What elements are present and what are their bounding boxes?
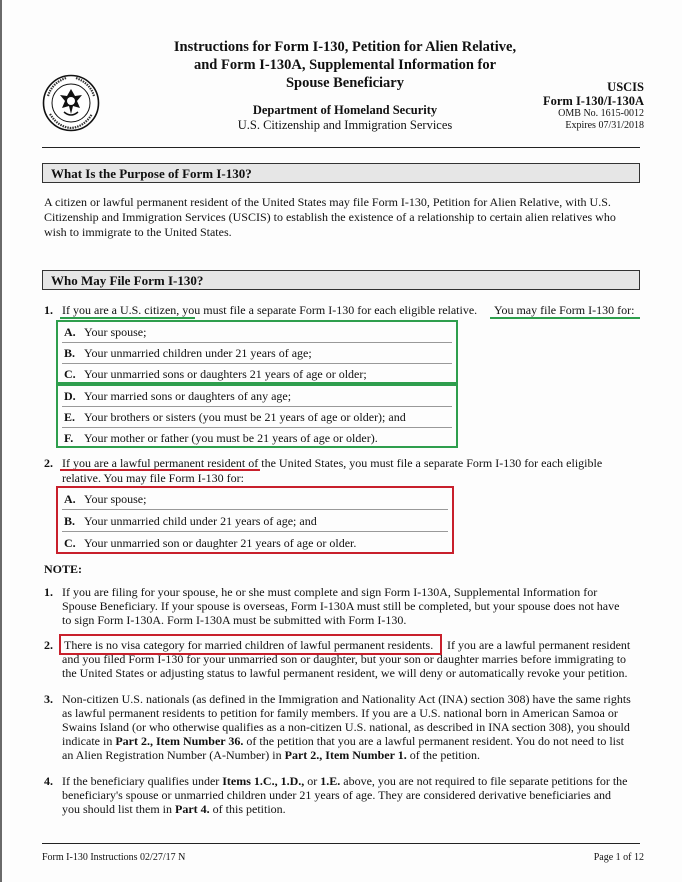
text-run: of the petition that you are a lawful permanent resident. You do not need to list bbox=[243, 734, 625, 748]
note-number: 3. bbox=[44, 692, 53, 706]
section-heading-who: Who May File Form I-130? bbox=[42, 270, 640, 290]
note-line: Non-citizen U.S. nationals (as defined in the Immigration and Nationality Act (INA) section 308) have the same rights bbox=[62, 692, 631, 706]
page-edge bbox=[0, 0, 2, 882]
department-name: Department of Homeland Security bbox=[252, 103, 438, 117]
item1-intro-a: If you are a U.S. citizen, you must file a separate Form I-130 for each eligible relative. bbox=[62, 303, 478, 317]
list-text: Your married sons or daughters of any age; bbox=[84, 389, 292, 403]
note-number: 1. bbox=[44, 585, 53, 599]
item2-line: relative. You may file Form I-130 for: bbox=[62, 471, 244, 485]
note-line: Swains Island (or who otherwise qualifies as a non-citizen U.S. national, as described in INA section 308), you should bbox=[62, 720, 630, 734]
agency-name: U.S. Citizenship and Immigration Services bbox=[237, 118, 453, 132]
expiration-date: Expires 07/31/2018 bbox=[565, 120, 644, 131]
list-letter: A. bbox=[64, 325, 76, 339]
title-line: Instructions for Form I-130, Petition for Alien Relative, bbox=[173, 39, 517, 55]
text-run: If the beneficiary qualifies under bbox=[62, 774, 223, 788]
green-annotation-box bbox=[56, 384, 458, 448]
list-letter: E. bbox=[64, 410, 76, 424]
list-letter: F. bbox=[64, 431, 74, 445]
omb-number: OMB No. 1615-0012 bbox=[558, 108, 644, 119]
list-letter: B. bbox=[64, 346, 76, 360]
note-line: to sign Form I-130A. Form I-130A must be submitted with Form I-130. bbox=[62, 613, 407, 627]
form-number: Form I-130/I-130A bbox=[542, 94, 644, 108]
title-line: Spouse Beneficiary bbox=[285, 75, 404, 91]
note-line bbox=[62, 748, 480, 763]
green-underline bbox=[490, 317, 640, 319]
note-line: If you are a lawful permanent resident bbox=[447, 638, 631, 652]
list-letter: B. bbox=[64, 514, 76, 528]
note-number: 2. bbox=[44, 638, 53, 652]
green-underline bbox=[60, 317, 195, 319]
text-run: or bbox=[304, 774, 321, 788]
document-title bbox=[130, 38, 560, 92]
page-number: Page 1 of 12 bbox=[593, 852, 644, 863]
note-line: as lawful permanent residents to petition for family members. If you are a U.S. national born in American Samoa or bbox=[62, 706, 618, 720]
note-line: the United States or adjusting status to lawful permanent resident, we will deny or automatically revoke your petition. bbox=[62, 666, 628, 680]
item-number: 1. bbox=[44, 303, 53, 317]
green-annotation-box bbox=[56, 320, 458, 384]
purpose-line: Citizenship and Immigration Services (USCIS) to establish the existence of a relationship to certain alien relatives who bbox=[44, 210, 616, 224]
list-text: Your unmarried children under 21 years of age; bbox=[84, 346, 312, 360]
list-text: Your spouse; bbox=[84, 492, 147, 506]
list-letter: C. bbox=[64, 367, 76, 381]
text-run-bold: Part 2., Item Number 36. bbox=[115, 734, 244, 748]
text-run: above, you are not required to file separate petitions for the bbox=[340, 774, 628, 788]
item2-line: If you are a lawful permanent resident of the United States, you must file a separate Form I-130 for each eligible bbox=[62, 456, 603, 470]
text-run: indicate in bbox=[62, 734, 116, 748]
list-text: Your spouse; bbox=[84, 325, 147, 339]
footer-form-info: Form I-130 Instructions 02/27/17 N bbox=[42, 852, 186, 863]
header-divider bbox=[42, 147, 640, 148]
red-annotation-box bbox=[56, 486, 454, 554]
note-number: 4. bbox=[44, 774, 53, 788]
text-run: you should list them in bbox=[62, 802, 176, 816]
note-heading: NOTE: bbox=[44, 562, 83, 576]
list-text: Your unmarried child under 21 years of age; and bbox=[84, 514, 317, 528]
list-text: Your unmarried son or daughter 21 years of age or older. bbox=[84, 536, 357, 550]
text-run-bold: Part 2., Item Number 1. bbox=[284, 748, 407, 762]
text-run-bold: 1.E. bbox=[320, 774, 341, 788]
note-line: beneficiary's spouse or unmarried children under 21 years of age. They are considered derivative beneficiaries and bbox=[62, 788, 612, 802]
item-number: 2. bbox=[44, 456, 53, 470]
note-line: If you are filing for your spouse, he or she must complete and sign Form I-130A, Supplemental Information for bbox=[62, 585, 598, 599]
purpose-line: wish to immigrate to the United States. bbox=[44, 225, 232, 239]
red-annotation-box bbox=[59, 634, 442, 655]
list-text: Your brothers or sisters (you must be 21 years of age or older); and bbox=[84, 410, 406, 424]
list-letter: D. bbox=[64, 389, 76, 403]
red-underline bbox=[60, 469, 260, 471]
form-id-block bbox=[543, 80, 644, 132]
text-run-bold: Part 4. bbox=[175, 802, 210, 816]
note-line-highlighted: There is no visa category for married children of lawful permanent residents. bbox=[64, 638, 434, 652]
note-line bbox=[62, 802, 286, 817]
note-line bbox=[62, 774, 628, 789]
footer-divider bbox=[42, 843, 640, 844]
agency-short: USCIS bbox=[607, 80, 644, 94]
note-line: and you filed Form I-130 for your unmarried son or daughter, but your son or daughter marries before immigrating to bbox=[62, 652, 627, 666]
text-run: of the petition. bbox=[406, 748, 481, 762]
department-block bbox=[180, 103, 510, 133]
list-text: Your unmarried sons or daughters 21 years of age or older; bbox=[84, 367, 367, 381]
text-run: an Alien Registration Number (A-Number) in bbox=[62, 748, 285, 762]
note-line: Spouse Beneficiary. If your spouse is overseas, Form I-130A must still be completed, but your spouse does not have bbox=[62, 599, 620, 613]
text-run: of this petition. bbox=[209, 802, 286, 816]
purpose-line: A citizen or lawful permanent resident of the United States may file Form I-130, Petition for Alien Relative, with U.S. bbox=[44, 195, 611, 209]
list-text: Your mother or father (you must be 21 years of age or older). bbox=[84, 431, 378, 445]
item1-intro-b: You may file Form I-130 for: bbox=[494, 303, 635, 317]
list-letter: C. bbox=[64, 536, 76, 550]
note-line bbox=[62, 734, 624, 749]
list-letter: A. bbox=[64, 492, 76, 506]
text-run-bold: Items 1.C., 1.D., bbox=[222, 774, 305, 788]
title-line: and Form I-130A, Supplemental Information for bbox=[193, 57, 497, 73]
dhs-seal-icon bbox=[42, 74, 100, 132]
section-heading-purpose: What Is the Purpose of Form I-130? bbox=[42, 163, 640, 183]
